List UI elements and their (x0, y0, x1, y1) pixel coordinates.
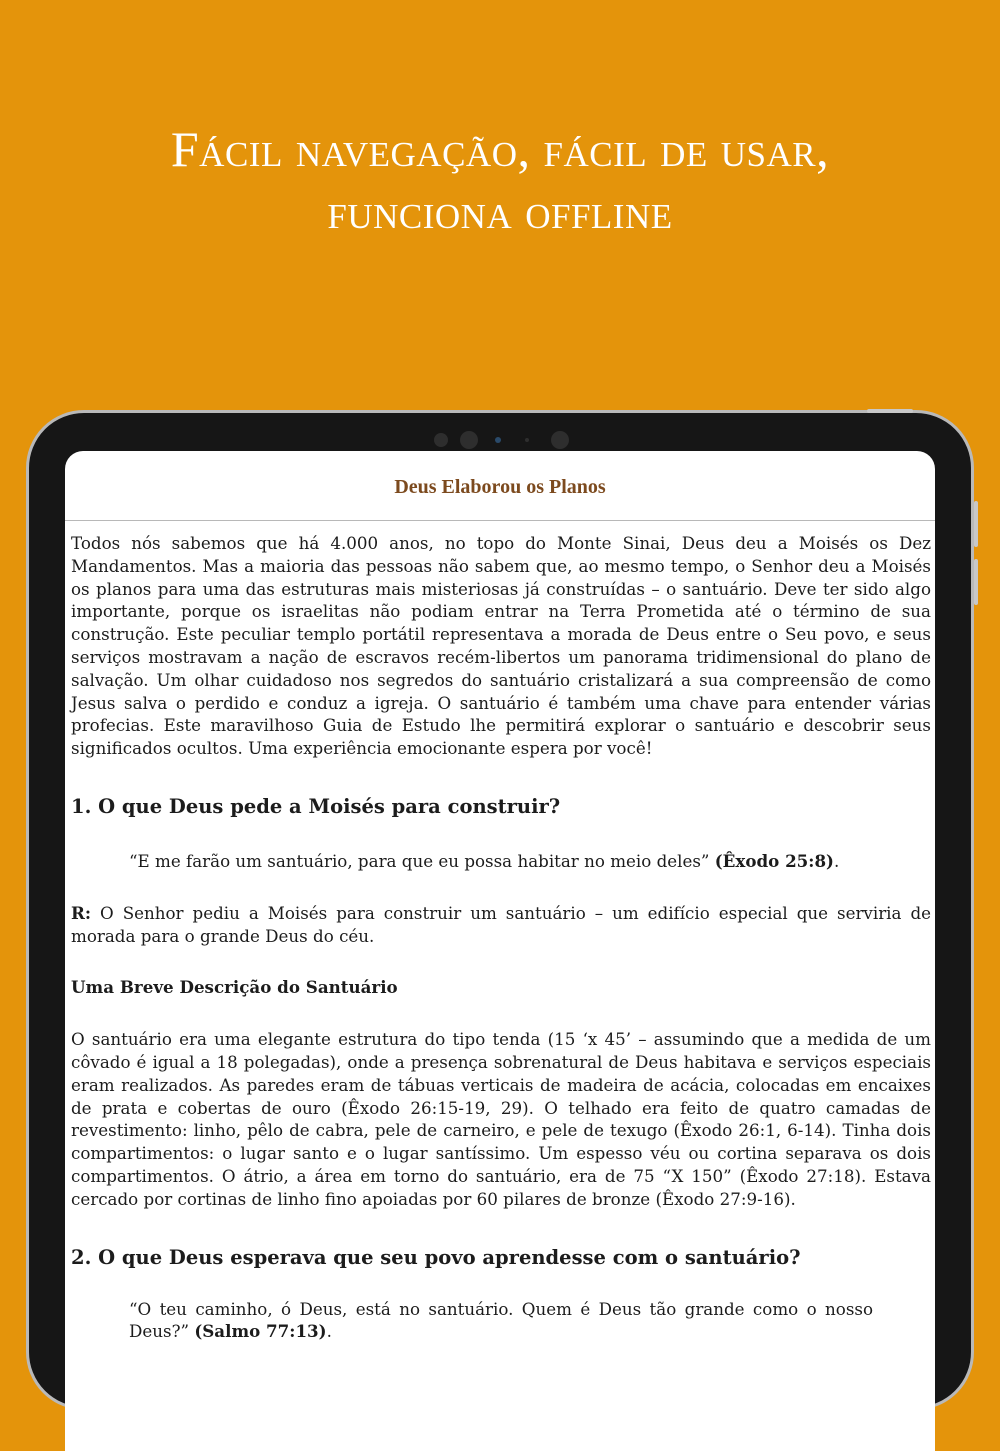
camera-icon (460, 431, 478, 449)
article-content[interactable] (65, 532, 935, 1343)
subsection-heading: Uma Breve Descrição do Santuário (71, 977, 398, 998)
camera-lens-icon (495, 437, 501, 443)
question-1-answer (71, 902, 931, 948)
volume-down-button (974, 559, 978, 605)
camera-bar (29, 427, 971, 447)
question-1-quote (71, 850, 931, 873)
quote-text: “E me farão um santuário, para que eu possa habitar no meio deles” (129, 850, 710, 871)
tablet-screen[interactable] (65, 451, 935, 1451)
quote-end: . (326, 1321, 332, 1342)
quote-reference: (Salmo 77:13) (194, 1321, 327, 1342)
volume-up-button (974, 501, 978, 547)
question-2-heading: 2. O que Deus esperava que seu povo aprendesse com o santuário? (71, 1245, 801, 1269)
quote-text: “O teu caminho, ó Deus, está no santuário. Quem é Deus tão grande como o nosso Deus?” (129, 1298, 873, 1342)
tablet-frame (26, 410, 974, 1410)
promo-headline (0, 118, 1000, 242)
description-paragraph: O santuário era uma elegante estrutura do tipo tenda (15 ‘x 45’ – assumindo que a medida de um côvado é igual a 18 polegadas), onde a presença sobrenatural de Deus habitava e serviços especiais eram realizados. As paredes eram de tábuas verticais de madeira de acácia, colocadas em encaixes de prata e cobertas de ouro (Êxodo 26:15-19, 29). O telhado era feito de quatro camadas de revestimento: linho, pêlo de cabra, pele de carneiro, e pele de texugo (Êxodo 26:1, 6-14). Tinha dois compartimentos: o lugar santo e o lugar santíssimo. Um espesso véu ou cortina separava os dois compartimentos. O átrio, a área em torno do santuário, era de 75 “X 150” (Êxodo 27:18). Estava cercado por cortinas de linho fino apoiadas por 60 pilares de bronze (Êxodo 27:9-16). (71, 1029, 931, 1209)
sensor-icon (434, 433, 448, 447)
title-divider (65, 520, 935, 521)
question-1-heading: 1. O que Deus pede a Moisés para construir? (71, 794, 561, 818)
intro-paragraph: Todos nós sabemos que há 4.000 anos, no topo do Monte Sinai, Deus deu a Moisés os Dez Mandamentos. Mas a maioria das pessoas não sabem que, ao mesmo tempo, o Senhor deu a Moisés os planos para uma das estruturas mais misteriosas já construídas – o santuário. Deve ter sido algo importante, porque os israelitas não podiam entrar na Terra Prometida até o término de sua construção. Este peculiar templo portátil representava a morada de Deus entre o Seu povo, e seus serviços mostravam a nação de escravos recém-libertos um panorama tridimensional do plano de salvação. Um olhar cuidadoso nos segredos do santuário cristalizará a sua compreensão de como Jesus salva o perdido e conduz a igreja. O santuário é também uma chave para entender várias profecias. Este maravilhoso Guia de Estudo lhe permitirá explorar o santuário e descobrir seus significados ocultos. Uma experiência emocionante espera por você! (71, 533, 931, 759)
top-button (867, 409, 913, 413)
quote-reference: (Êxodo 25:8) (714, 850, 834, 871)
article-title: Deus Elaborou os Planos (394, 476, 606, 498)
question-2-quote (71, 1298, 931, 1344)
headline-line-1: Fácil navegação, fácil de usar, (170, 121, 830, 177)
quote-end: . (833, 850, 840, 871)
sensor-dot-icon (525, 438, 529, 442)
flood-sensor-icon (551, 431, 569, 449)
headline-line-2: funciona offline (327, 183, 673, 239)
answer-label: R: (71, 902, 92, 923)
answer-text: O Senhor pediu a Moisés para construir um santuário – um edifício especial que serviria de morada para o grande Deus do céu. (71, 902, 932, 946)
